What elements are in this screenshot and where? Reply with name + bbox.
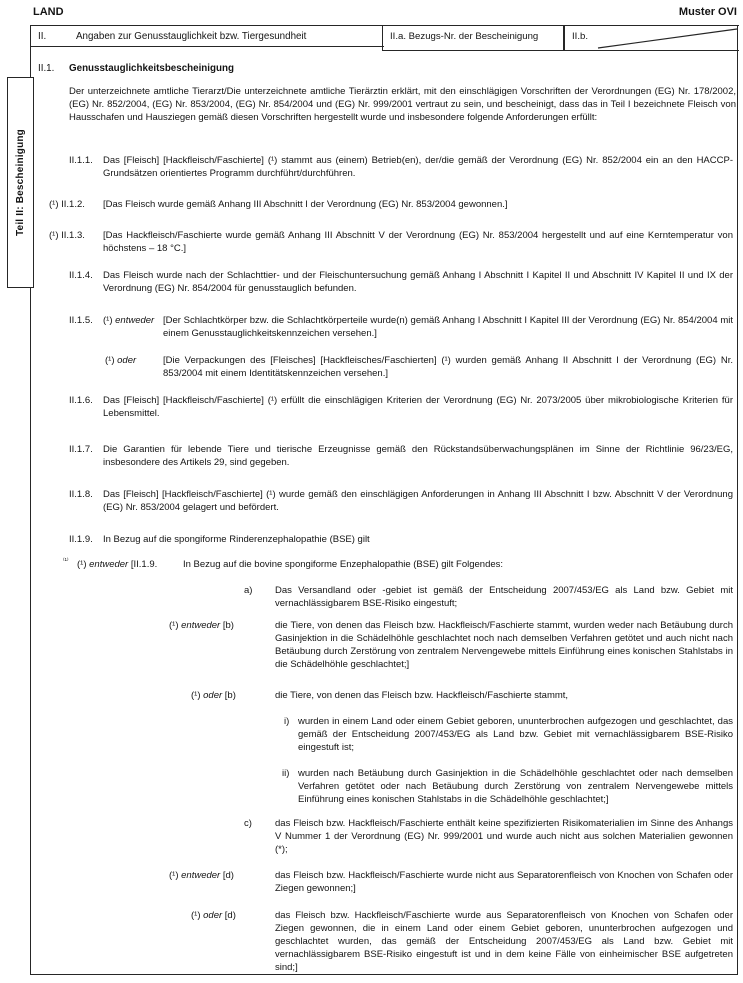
clause-text: In Bezug auf die bovine spongiforme Enzephalopathie (BSE) gilt Folgendes: xyxy=(183,559,504,570)
certificate-table xyxy=(30,25,738,975)
clause-text: die Tiere, von denen das Fleisch bzw. Hackfleisch/Faschierte stammt, wurden weder nach Betäubung durch Gasinjektion in die Schädelhöhle geschlachtet noch nach demselben Verfahren getötet und auch nicht nach Betäubung durch Zerstörung von zentralem Nervengewebe mittels Einführung eines konischen Stahlstabs in die Schädelhöhle geschlachtet;] xyxy=(275,620,733,670)
header-part-cell xyxy=(31,26,384,47)
certificate-clause xyxy=(31,198,739,211)
clause-label-segment: II.1.4. xyxy=(69,270,93,281)
clause-label xyxy=(191,689,236,702)
clause-label xyxy=(282,767,289,780)
certificate-clause xyxy=(31,394,739,420)
clause-label-segment: [II.1.9. xyxy=(128,559,158,570)
clause-text: wurden nach Betäubung durch Gasinjektion in die Schädelhöhle geschlachtet oder nach demselben Verfahren getötet oder nach Betäubung durch Zerstörung von zentralem Nervengewebe mittels Einführung eines konischen Stahlstabs in die Schädelhöhle geschlachtet;] xyxy=(298,768,733,805)
clause-label-segment: oder xyxy=(117,355,137,366)
model-label: Muster OVI xyxy=(678,6,737,18)
clause-label-segment: entweder xyxy=(115,315,155,326)
clause-label-segment: [d) xyxy=(222,910,236,921)
clause-label-segment: ⁽¹⁾ xyxy=(63,558,69,565)
section-number: II.1. xyxy=(38,63,55,74)
clause-label xyxy=(69,488,93,501)
section-title: Genusstauglichkeitsbescheinigung xyxy=(69,63,234,74)
clause-label-segment: entweder xyxy=(89,559,129,570)
clause-label-segment: a) xyxy=(244,585,253,596)
clause-label-segment: oder xyxy=(203,690,223,701)
clause-text: Die Garantien für lebende Tiere und tierische Erzeugnisse gemäß den Rückstandsüberwachungsplänen im Sinne der Richtlinie 96/23/EG, insbesondere des Artikels 29, sind gegeben. xyxy=(103,444,733,468)
clause-label xyxy=(105,354,136,367)
certificate-clause xyxy=(31,767,739,806)
clause-label-segment: II.1.7. xyxy=(69,444,93,455)
clause-text: Das Fleisch wurde nach der Schlachttier- und der Fleischuntersuchung gemäß Anhang I Abschnitt I Kapitel II und Abschnitt IV Kapitel II und IX der Verordnung (EG) Nr. 854/2004 für genusstauglich befunden. xyxy=(103,270,733,294)
header-part-number: II. xyxy=(38,31,47,42)
clause-label xyxy=(244,817,252,830)
clause-label xyxy=(69,154,93,167)
clause-label xyxy=(244,584,252,597)
clause-text: Das [Fleisch] [Hackfleisch/Faschierte] (¹) erfüllt die einschlägigen Kriterien der Verordnung (EG) Nr. 2073/2005 über mikrobiologische Kriterien für Lebensmittel. xyxy=(103,395,733,419)
clause-label-segment: (¹) xyxy=(105,355,118,366)
clause-label-segment: (¹) xyxy=(77,559,90,570)
country-label: LAND xyxy=(33,6,64,18)
clause-label xyxy=(169,869,234,882)
clause-label-segment: (¹) xyxy=(169,620,182,631)
certificate-clause xyxy=(31,817,739,856)
clause-label-segment: c) xyxy=(244,818,252,829)
clause-text: die Tiere, von denen das Fleisch bzw. Hackfleisch/Faschierte stammt, xyxy=(275,690,569,701)
clause-label-segment: ii) xyxy=(282,768,290,779)
clause-label xyxy=(69,269,93,282)
clause-label xyxy=(69,314,93,327)
certificate-clause xyxy=(31,488,739,514)
clause-label xyxy=(69,394,93,407)
clause-text: wurden in einem Land oder einem Gebiet geboren, ununterbrochen aufgezogen und geschlachtet, das gemäß der Entscheidung 2007/453/EG als Land bzw. Gebiet mit vernachlässigbarem BSE-Risiko eingestuft ist; xyxy=(298,716,733,753)
clause-text: Das Versandland oder -gebiet ist gemäß der Entscheidung 2007/453/EG als Land bzw. Gebiet mit vernachlässigbarem BSE-Risiko eingestuft; xyxy=(275,585,733,609)
clause-text: das Fleisch bzw. Hackfleisch/Faschierte wurde aus Separatorenfleisch von Knochen von Schafen oder Ziegen gewonnen, die in einem Land oder einem Gebiet geboren, ununterbrochen aufgezogen und geschlachtet wurden, das gemäß der Entscheidung 2007/453/EG als Land bzw. Gebiet mit vernachlässigbarem BSE-Risiko eingestuft ist und in dem keine Fälle von einheimischer BSE aufgetreten sind;] xyxy=(275,910,733,973)
clause-label-segment: [b) xyxy=(222,690,236,701)
iib-label: II.b. xyxy=(572,31,588,42)
clause-text: [Die Verpackungen des [Fleisches] [Hackfleisches/Faschierten] (¹) wurden gemäß Anhang II Abschnitt I der Verordnung (EG) Nr. 853/2004 mit einem Identitätskennzeichen versehen.] xyxy=(163,355,733,379)
clause-label-segment: oder xyxy=(203,910,223,921)
certificate-clause xyxy=(31,715,739,754)
clause-label xyxy=(63,558,69,572)
clause-label-segment: entweder xyxy=(181,620,221,631)
clause-label-segment: II.1.9. xyxy=(69,534,93,545)
clause-label xyxy=(169,619,234,632)
clause-label xyxy=(284,715,289,728)
certificate-clause xyxy=(31,584,739,610)
clause-label-segment: [d) xyxy=(220,870,234,881)
clause-text: [Das Hackfleisch/Faschierte wurde gemäß Anhang III Abschnitt V der Verordnung (EG) Nr. 853/2004 hergestellt und auf eine Kerntemperatur von höchstens – 18 °C.] xyxy=(103,230,733,254)
certificate-clause xyxy=(31,154,739,180)
clause-text: [Das Fleisch wurde gemäß Anhang III Abschnitt I der Verordnung (EG) Nr. 853/2004 gewonnen.] xyxy=(103,199,508,210)
clause-text: das Fleisch bzw. Hackfleisch/Faschierte wurde nicht aus Separatorenfleisch von Knochen von Schafen oder Ziegen gewonnen;] xyxy=(275,870,733,894)
clause-label-segment: (¹) xyxy=(169,870,182,881)
certificate-clause xyxy=(31,269,739,295)
clause-label-segment: II.1.8. xyxy=(69,489,93,500)
header-part-title: Angaben zur Genusstauglichkeit bzw. Tiergesundheit xyxy=(76,31,307,42)
reference-number-cell: II.a. Bezugs-Nr. der Bescheinigung xyxy=(382,25,564,51)
clause-label-segment: (¹) xyxy=(103,315,116,326)
certificate-clause xyxy=(31,354,739,380)
clause-label xyxy=(191,909,236,922)
part-ii-sidebar-tab xyxy=(7,77,34,288)
clause-label-segment: II.1.6. xyxy=(69,395,93,406)
diagonal-strikethrough-line xyxy=(565,26,740,52)
clause-text: [Der Schlachtkörper bzw. die Schlachtkörperteile wurde(n) gemäß Anhang I Abschnitt I Kapitel III der Verordnung (EG) Nr. 854/2004 mit einem Genusstauglichkeitskennzeichen versehen.] xyxy=(163,315,733,339)
clause-text: Das [Fleisch] [Hackfleisch/Faschierte] (¹) wurde gemäß den einschlägigen Anforderungen in Anhang III Abschnitt I bzw. Abschnitt V der Verordnung (EG) Nr. 853/2004 gelagert und befördert. xyxy=(103,489,733,513)
clause-label xyxy=(49,198,85,211)
certificate-clause xyxy=(31,229,739,255)
clause-label-segment: [b) xyxy=(220,620,234,631)
clause-label-segment: II.1.1. xyxy=(69,155,93,166)
clause-label-segment: (¹) II.1.3. xyxy=(49,230,85,241)
clause-label-segment: II.1.5. xyxy=(69,315,93,326)
sidebar-part-label: Teil II: Bescheinigung xyxy=(15,128,27,237)
certificate-clause xyxy=(31,869,739,895)
certificate-clause xyxy=(31,689,739,702)
clause-text: In Bezug auf die spongiforme Rinderenzephalopathie (BSE) gilt xyxy=(103,534,370,545)
certificate-clause xyxy=(31,909,739,974)
clause-text: Das [Fleisch] [Hackfleisch/Faschierte] (¹) stammt aus (einem) Betrieb(en), der/die gemäß der Verordnung (EG) Nr. 852/2004 ein an den HACCP-Grundsätzen orientiertes Programm durchführt/durchführen. xyxy=(103,155,733,179)
clause-label-segment: entweder xyxy=(181,870,221,881)
certificate-clause xyxy=(31,314,739,340)
section-intro: Der unterzeichnete amtliche Tierarzt/Die unterzeichnete amtliche Tierärztin erklärt, mit den einschlägigen Vorschriften der Verordnungen (EG) Nr. 178/2002, (EG) Nr. 852/2004, (EG) Nr. 853/2004, (EG) Nr. 854/2004 und (EG) Nr. 999/2001 vertraut zu sein, und bescheinigt, dass das in Teil I bezeichnete Fleisch von Hausschafen und Hausziegen gemäß diesen Vorschriften hergestellt wurde und insbesondere folgende Anforderungen erfüllt: xyxy=(69,86,736,123)
clause-label xyxy=(69,533,93,546)
clause-label-segment: (¹) xyxy=(191,690,204,701)
iib-cell xyxy=(564,25,739,51)
clause-label-segment: (¹) xyxy=(191,910,204,921)
clause-label xyxy=(103,314,154,327)
clause-text: das Fleisch bzw. Hackfleisch/Faschierte enthält keine spezifizierten Risikomaterialien im Sinne des Anhangs V Nummer 1 der Verordnung (EG) Nr. 999/2001 und wurde auch nicht aus solchen Materialien gewonnen (*); xyxy=(275,818,733,855)
clause-label-segment: i) xyxy=(284,716,290,727)
certificate-clause xyxy=(31,558,739,571)
certificate-clause xyxy=(31,619,739,671)
certificate-clause xyxy=(31,443,739,469)
certificate-clause xyxy=(31,533,739,546)
clause-label xyxy=(49,229,85,242)
clause-label xyxy=(69,443,93,456)
clause-label-segment: (¹) II.1.2. xyxy=(49,199,85,210)
clause-label xyxy=(77,558,157,571)
